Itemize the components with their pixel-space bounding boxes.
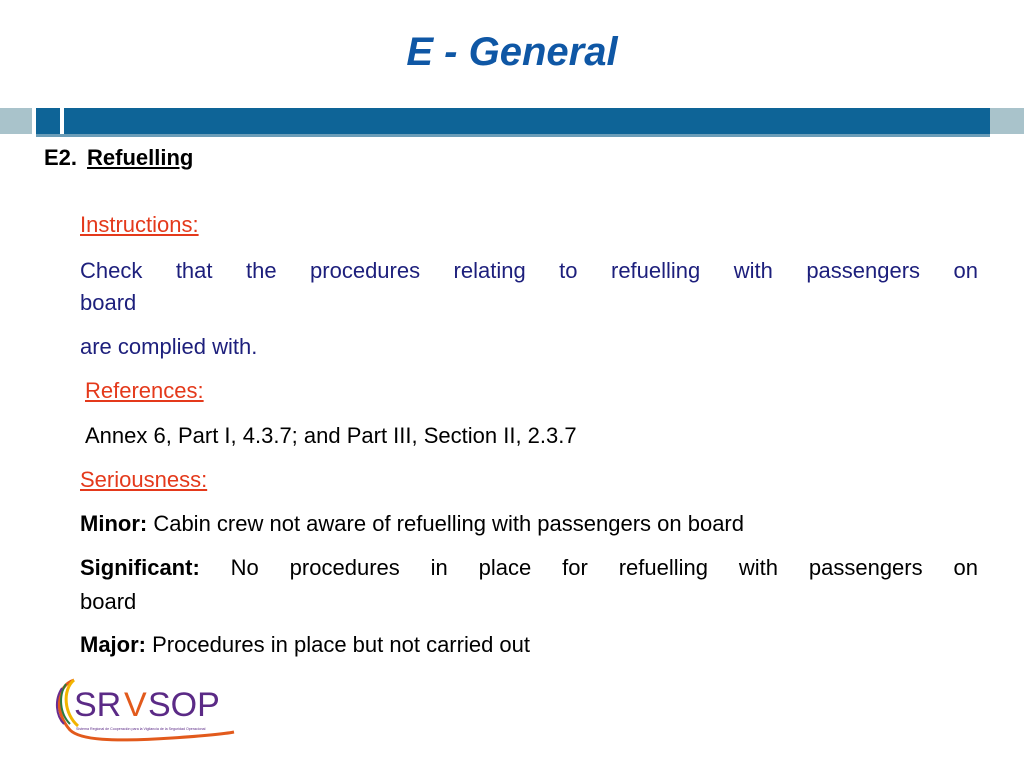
instructions-label: Instructions: — [80, 212, 199, 237]
references-text: Annex 6, Part I, 4.3.7; and Part III, Section II, 2.3.7 — [85, 423, 577, 448]
header-bar-shadow — [36, 134, 990, 137]
header-bar-left-dark — [36, 108, 60, 134]
svg-text:V: V — [124, 686, 147, 724]
major-text: Procedures in place but not carried out — [152, 632, 531, 657]
header-bar-right-pale — [990, 108, 1024, 134]
section-title: Refuelling — [87, 145, 194, 170]
minor-line — [80, 508, 978, 540]
logo-tagline: Sistema Regional de Cooperación para la Vigilancia de la Seguridad Operacional — [76, 727, 206, 731]
references-label: References: — [85, 378, 204, 403]
srvsop-logo — [52, 672, 242, 744]
header-bar-left-pale — [0, 108, 32, 134]
instructions-text-line2: board — [80, 290, 137, 315]
significant-line — [80, 552, 978, 584]
major-label: Major: — [80, 632, 146, 657]
major-line — [80, 629, 978, 661]
slide-title: E - General — [406, 30, 618, 74]
instructions-text-line3: are complied with. — [80, 334, 258, 359]
minor-text: Cabin crew not aware of refuelling with passengers on board — [153, 511, 744, 536]
section-number: E2. — [44, 145, 78, 170]
significant-text-line1: No procedures in place for refuelling with passengers on — [230, 555, 978, 580]
svg-text:SR: SR — [74, 686, 122, 724]
significant-text-line2: board — [80, 589, 137, 614]
section-heading — [44, 145, 193, 171]
significant-label: Significant: — [80, 555, 200, 580]
minor-label: Minor: — [80, 511, 148, 536]
seriousness-label: Seriousness: — [80, 467, 208, 492]
svg-text:SOP: SOP — [148, 686, 220, 724]
instructions-text-line1: Check that the procedures relating to refuelling with passengers on — [80, 258, 978, 283]
header-bar — [64, 108, 990, 134]
